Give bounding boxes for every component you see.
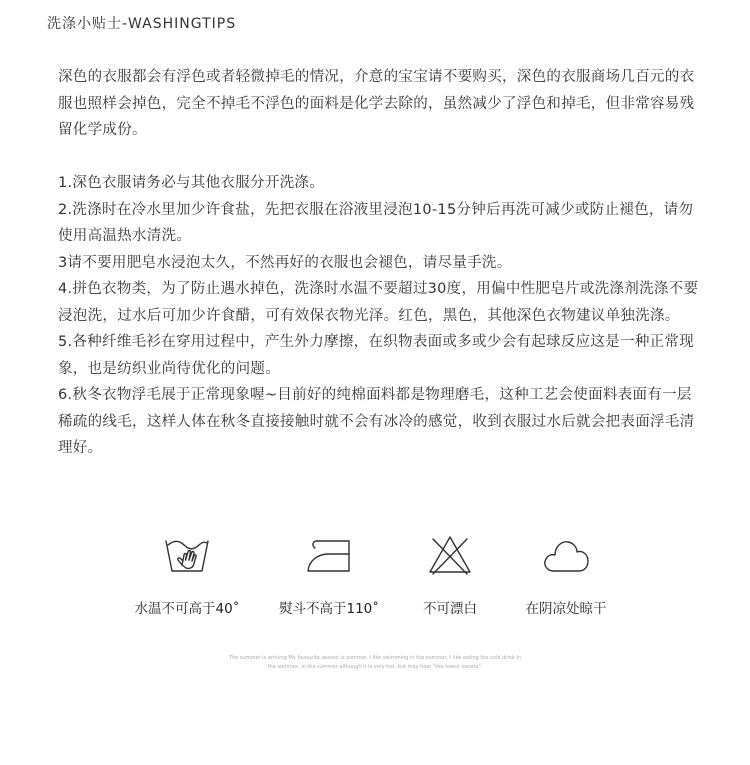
care-label-bleach: 不可漂白 <box>423 601 477 617</box>
care-icons <box>0 533 750 633</box>
care-item-dry <box>506 533 626 617</box>
care-item-iron <box>269 533 389 617</box>
care-label-wash: 水温不可高于40˚ <box>134 601 240 617</box>
content-body <box>58 64 703 462</box>
intro-paragraph: 深色的衣服都会有浮色或者轻微掉毛的情况，介意的宝宝请不要购买，深色的衣服商场几百元的衣服也照样会掉色，完全不掉毛不浮色的面料是化学去除的，虽然减少了浮色和掉毛，但非常容易残留化学成份。 <box>58 69 695 138</box>
cloud-icon <box>540 533 592 577</box>
care-item-wash <box>127 533 247 617</box>
tip-item: 2.洗涤时在冷水里加少许食盐，先把衣服在浴液里浸泡10-15分钟后再洗可减少或防止褪色，请勿使用高温热水清洗。 <box>58 201 694 244</box>
no-bleach-icon <box>426 533 474 577</box>
footer-line: The summer is arriving My favourite season is summer. I like swimming in the summer, I like eating the cold drink in <box>229 655 521 661</box>
page-title: 洗涤小贴士-WASHINGTIPS <box>47 16 237 32</box>
footer-text <box>0 654 750 672</box>
footer-line: the summer, in the summer although it is very hot, but may hear "the insect sonata". <box>267 664 483 670</box>
hand-wash-icon <box>163 533 211 577</box>
tip-item: 1.深色衣服请务必与其他衣服分开洗涤。 <box>58 175 325 191</box>
tip-item: 5.各种纤维毛衫在穿用过程中，产生外力摩擦，在织物表面或多或少会有起球反应这是一种正常现象，也是纺织业尚待优化的问题。 <box>58 334 695 377</box>
iron-icon <box>305 533 353 577</box>
tip-item: 4.拼色衣物类，为了防止遇水掉色，洗涤时水温不要超过30度，用偏中性肥皂片或洗涤剂洗涤不要浸泡洗，过水后可加少许食醋，可有效保衣物光泽。红色，黑色，其他深色衣物建议单独洗涤。 <box>58 281 699 324</box>
tip-item: 6.秋冬衣物浮毛展于正常现象喔~目前好的纯棉面料都是物理磨毛，这种工艺会使面料表面有一层稀疏的线毛，这样人体在秋冬直接接触时就不会有冰冷的感觉，收到衣服过水后就会把表面浮毛清理好。 <box>58 387 695 456</box>
tip-item: 3请不要用肥皂水浸泡太久，不然再好的衣服也会褪色，请尽量手洗。 <box>58 254 512 271</box>
care-label-iron: 熨斗不高于110˚ <box>278 601 380 617</box>
care-label-dry: 在阴凉处晾干 <box>525 601 607 617</box>
care-item-bleach <box>390 533 510 617</box>
